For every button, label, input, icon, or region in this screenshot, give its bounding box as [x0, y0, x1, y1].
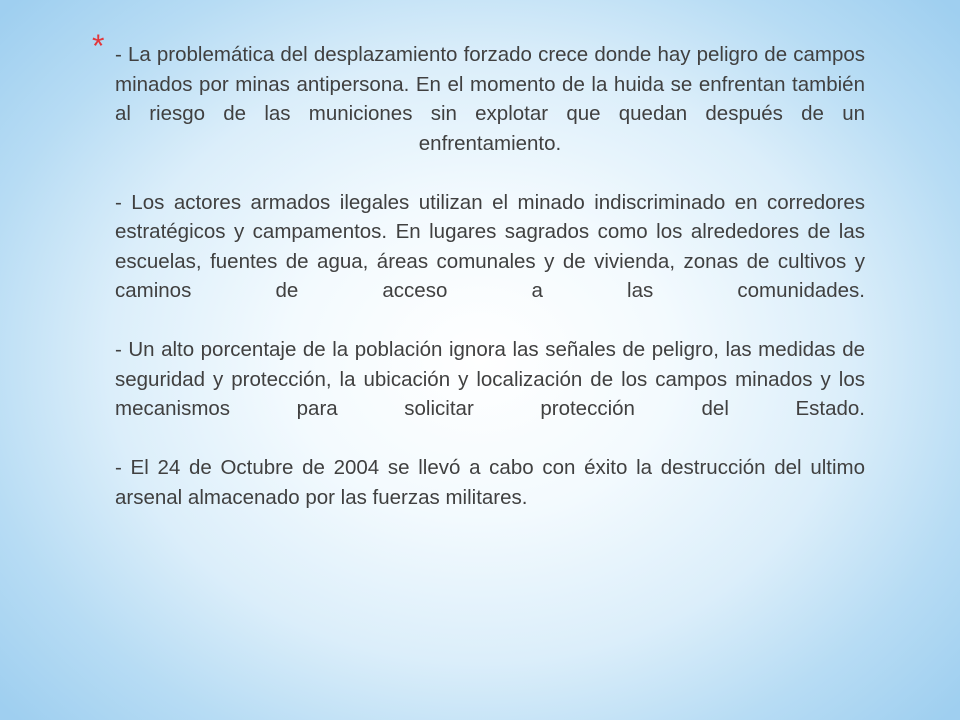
paragraph-arsenal-destruction: - El 24 de Octubre de 2004 se llevó a cabo con éxito la destrucción del ultimo arsenal almacenado por las fuerzas militares.: [115, 456, 865, 509]
slide-body: [115, 40, 865, 512]
bullet-icon: *: [92, 28, 105, 64]
paragraph-displacement: - La problemática del desplazamiento forzado crece donde hay peligro de campos minados por minas antipersona. En el momento de la huida se enfrentan también al riesgo de las municiones sin explotar que quedan después de un enfrentamiento.: [115, 43, 865, 155]
paragraph-population-awareness: - Un alto porcentaje de la población ignora las señales de peligro, las medidas de seguridad y protección, la ubicación y localización de los campos minados y los mecanismos para solicitar protección del Estado.: [115, 338, 865, 420]
paragraph-armed-actors: - Los actores armados ilegales utilizan el minado indiscriminado en corredores estratégicos y campamentos. En lugares sagrados como los alrededores de las escuelas, fuentes de agua, áreas comunales y de vivienda, zonas de cultivos y caminos de acceso a las comunidades.: [115, 190, 865, 302]
